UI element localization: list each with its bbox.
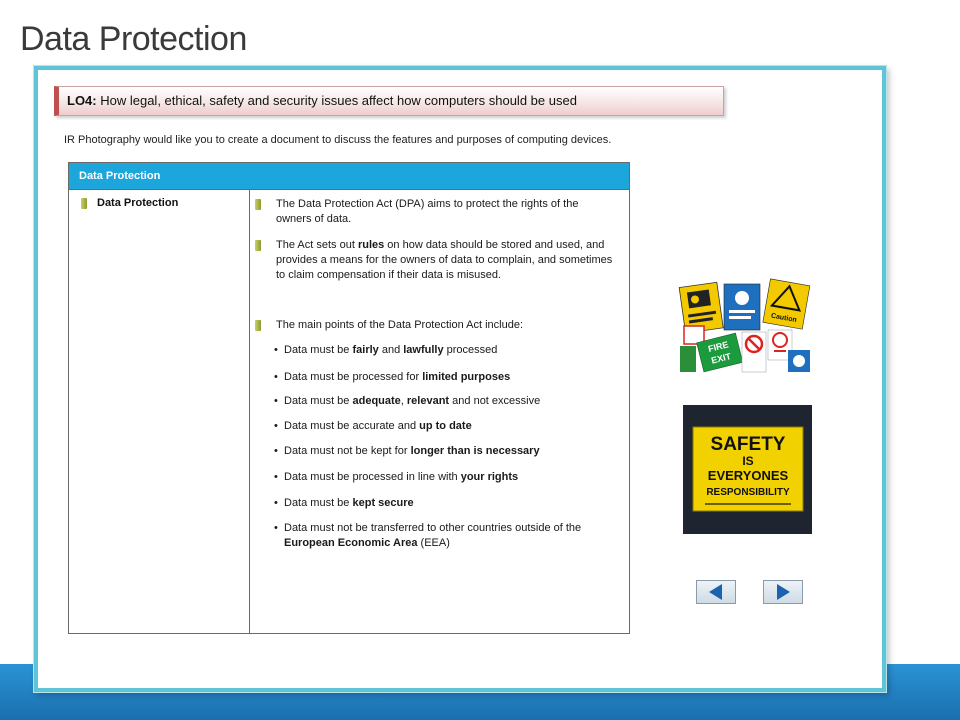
- row-label: [81, 197, 178, 209]
- leaf-bullet-icon: [255, 240, 261, 251]
- list-item-text: [284, 395, 540, 407]
- fire-sign-text: FIRE: [707, 339, 730, 355]
- table-label-column: [69, 190, 250, 633]
- list-item: [274, 343, 614, 358]
- content-point-text: [276, 239, 612, 281]
- emphasis-text: European Economic Area: [284, 537, 418, 549]
- table-content-column: [250, 190, 629, 633]
- learning-objective-banner: [54, 86, 724, 116]
- bullet-icon: •: [274, 344, 278, 356]
- safety-sign-line3: EVERYONES: [707, 468, 789, 483]
- list-item: [274, 470, 614, 485]
- text-run: Data must not be transferred to other countries outside of the: [284, 522, 582, 534]
- previous-slide-button[interactable]: [696, 580, 736, 604]
- text-run: processed: [443, 344, 498, 356]
- text-run: (EEA): [417, 537, 450, 549]
- caution-sign-text: Caution: [770, 312, 798, 325]
- bullet-icon: •: [274, 497, 278, 509]
- content-point: [270, 238, 616, 283]
- content-point: [270, 197, 616, 227]
- learning-objective-code: LO4:: [67, 93, 97, 108]
- bullet-icon: •: [274, 371, 278, 383]
- text-run: Data must be: [284, 344, 353, 356]
- data-protection-table: [68, 162, 630, 634]
- intro-text: IR Photography would like you to create a document to discuss the features and purposes of computing devices.: [64, 134, 612, 146]
- text-run: on how data should be stored and used, and provides a means for the owners of data to complain, and sometimes to claim compensation if their data is misused.: [276, 239, 613, 281]
- text-run: Data must be: [284, 395, 353, 407]
- learning-objective-text: How legal, ethical, safety and security issues affect how computers should be used: [96, 93, 577, 108]
- exit-sign-text: EXIT: [710, 351, 733, 366]
- emphasis-text: limited purposes: [422, 371, 511, 383]
- content-point-text: [276, 198, 578, 225]
- safety-sign-line1: SAFETY: [710, 434, 786, 455]
- text-run: Data must not be kept for: [284, 445, 411, 457]
- text-run: Data must be: [284, 497, 353, 509]
- emphasis-text: up to date: [419, 420, 472, 432]
- bullet-icon: •: [274, 420, 278, 432]
- emphasis-text: fairly: [352, 344, 379, 356]
- list-item: [274, 419, 614, 434]
- emphasis-text: adequate: [352, 395, 401, 407]
- list-item-text: [284, 471, 518, 483]
- bullet-icon: •: [274, 522, 278, 534]
- text-run: The Data Protection Act (DPA) aims to protect the rights of the owners of data.: [276, 198, 579, 225]
- safety-sign-line4: RESPONSIBILITY: [706, 487, 790, 498]
- bullet-icon: •: [274, 471, 278, 483]
- left-arrow-icon: [697, 581, 735, 603]
- content-point-text: [276, 319, 523, 331]
- list-item-text: [284, 344, 497, 356]
- list-item-text: [284, 445, 540, 457]
- emphasis-text: relevant: [406, 395, 450, 407]
- safety-responsibility-photo: [683, 405, 812, 534]
- list-item: [274, 444, 614, 459]
- right-arrow-icon: [764, 581, 802, 603]
- list-item: [274, 521, 614, 551]
- next-slide-button[interactable]: [763, 580, 803, 604]
- text-run: Data must be processed in line with: [284, 471, 461, 483]
- emphasis-text: lawfully: [403, 344, 444, 356]
- list-item: [274, 496, 614, 511]
- list-item: [274, 370, 614, 385]
- list-item-text: [284, 371, 510, 383]
- bullet-icon: •: [274, 445, 278, 457]
- text-run: and not excessive: [449, 395, 541, 407]
- emphasis-text: your rights: [460, 471, 519, 483]
- table-header: Data Protection: [69, 163, 629, 190]
- list-item-text: [284, 522, 581, 549]
- safety-signs-image: [676, 276, 814, 380]
- emphasis-text: rules: [357, 239, 385, 251]
- text-run: Data must be accurate and: [284, 420, 420, 432]
- text-run: The main points of the Data Protection Act include:: [276, 319, 524, 331]
- emphasis-text: kept secure: [352, 497, 414, 509]
- safety-sign-line2: IS: [742, 454, 754, 468]
- leaf-bullet-icon: [255, 199, 261, 210]
- emphasis-text: longer than is necessary: [410, 445, 540, 457]
- list-item-text: [284, 420, 472, 432]
- list-item-text: [284, 497, 414, 509]
- text-run: The Act sets out: [276, 239, 358, 251]
- page-title: Data Protection: [20, 20, 247, 58]
- text-run: ,: [400, 395, 407, 407]
- text-run: Data must be processed for: [284, 371, 423, 383]
- content-point: [270, 318, 616, 333]
- row-label-text: Data Protection: [97, 197, 179, 209]
- list-item: [274, 394, 614, 409]
- text-run: and: [378, 344, 404, 356]
- leaf-bullet-icon: [81, 198, 87, 209]
- bullet-icon: •: [274, 395, 278, 407]
- leaf-bullet-icon: [255, 320, 261, 331]
